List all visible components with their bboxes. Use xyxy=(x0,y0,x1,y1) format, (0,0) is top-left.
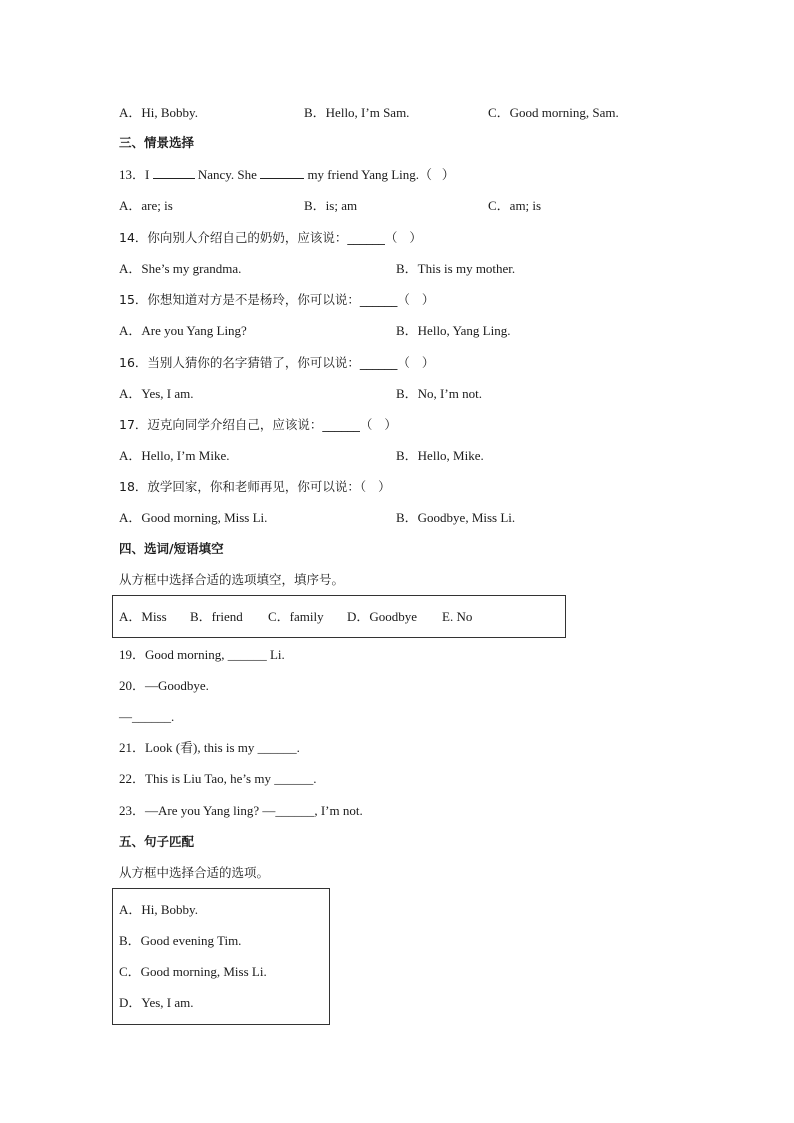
section-3-title: 三、情景选择 xyxy=(119,135,195,150)
question-16: 16．当别人猜你的名字猜错了，你可以说：______（ ） xyxy=(119,355,435,370)
word-box-item-d: D．Goodbye xyxy=(347,609,418,624)
sentence-item-a: A．Hi, Bobby. xyxy=(119,902,198,917)
q12-option-b: B．Hello, I’m Sam. xyxy=(304,105,410,120)
sentence-item-c: C．Good morning, Miss Li. xyxy=(119,964,267,979)
word-box xyxy=(112,595,566,638)
question-15: 15．你想知道对方是不是杨玲，你可以说：______（ ） xyxy=(119,292,435,307)
section-5-title: 五、句子匹配 xyxy=(119,834,195,849)
q13-option-c: C．am; is xyxy=(488,198,542,213)
q15-option-b: B．Hello, Yang Ling. xyxy=(396,323,511,338)
q13-option-b: B．is; am xyxy=(304,198,358,213)
sentence-item-d: D．Yes, I am. xyxy=(119,995,194,1010)
q18-option-a: A．Good morning, Miss Li. xyxy=(119,510,268,525)
sentence-item-b: B．Good evening Tim. xyxy=(119,933,242,948)
q18-option-b: B．Goodbye, Miss Li. xyxy=(396,510,516,525)
word-box-item-c: C．family xyxy=(268,609,324,624)
section-4-title: 四、选词/短语填空 xyxy=(119,541,224,556)
q17-option-b: B．Hello, Mike. xyxy=(396,448,484,463)
question-19: 19．Good morning, ______ Li. xyxy=(119,647,285,662)
q14-option-b: B．This is my mother. xyxy=(396,261,516,276)
q16-option-b: B．No, I’m not. xyxy=(396,386,482,401)
q14-option-a: A．She’s my grandma. xyxy=(119,261,242,276)
q16-option-a: A．Yes, I am. xyxy=(119,386,194,401)
q13-middle: Nancy. She xyxy=(197,167,257,182)
word-box-item-a: A．Miss xyxy=(119,609,167,624)
q17-option-a: A．Hello, I’m Mike. xyxy=(119,448,230,463)
q13-start: 13．I xyxy=(119,167,150,182)
word-box-item-b: B．friend xyxy=(190,609,243,624)
section-4-instruction: 从方框中选择合适的选项填空，填序号。 xyxy=(119,572,345,587)
word-box-item-e: E. No xyxy=(442,609,473,624)
question-20: 20．—Goodbye. xyxy=(119,678,209,693)
question-17: 17．迈克向同学介绍自己，应该说：______（ ） xyxy=(119,417,397,432)
question-13 xyxy=(119,167,455,183)
q13-blank-1 xyxy=(153,167,195,179)
q13-blank-2 xyxy=(260,167,304,179)
question-14: 14．你向别人介绍自己的奶奶，应该说：______（ ） xyxy=(119,230,422,245)
q12-option-c: C．Good morning, Sam. xyxy=(488,105,619,120)
question-20-reply: —______. xyxy=(119,709,175,724)
q15-option-a: A．Are you Yang Ling? xyxy=(119,323,247,338)
q13-option-a: A．are; is xyxy=(119,198,173,213)
question-21: 21．Look (看), this is my ______. xyxy=(119,740,300,755)
section-5-instruction: 从方框中选择合适的选项。 xyxy=(119,865,270,880)
question-22: 22．This is Liu Tao, he’s my ______. xyxy=(119,771,317,786)
q12-option-a: A．Hi, Bobby. xyxy=(119,105,198,120)
question-18: 18．放学回家，你和老师再见，你可以说：（ ） xyxy=(119,479,391,494)
q13-end: my friend Yang Ling.（ ） xyxy=(307,167,455,182)
question-23: 23．—Are you Yang ling? —______, I’m not. xyxy=(119,803,363,818)
